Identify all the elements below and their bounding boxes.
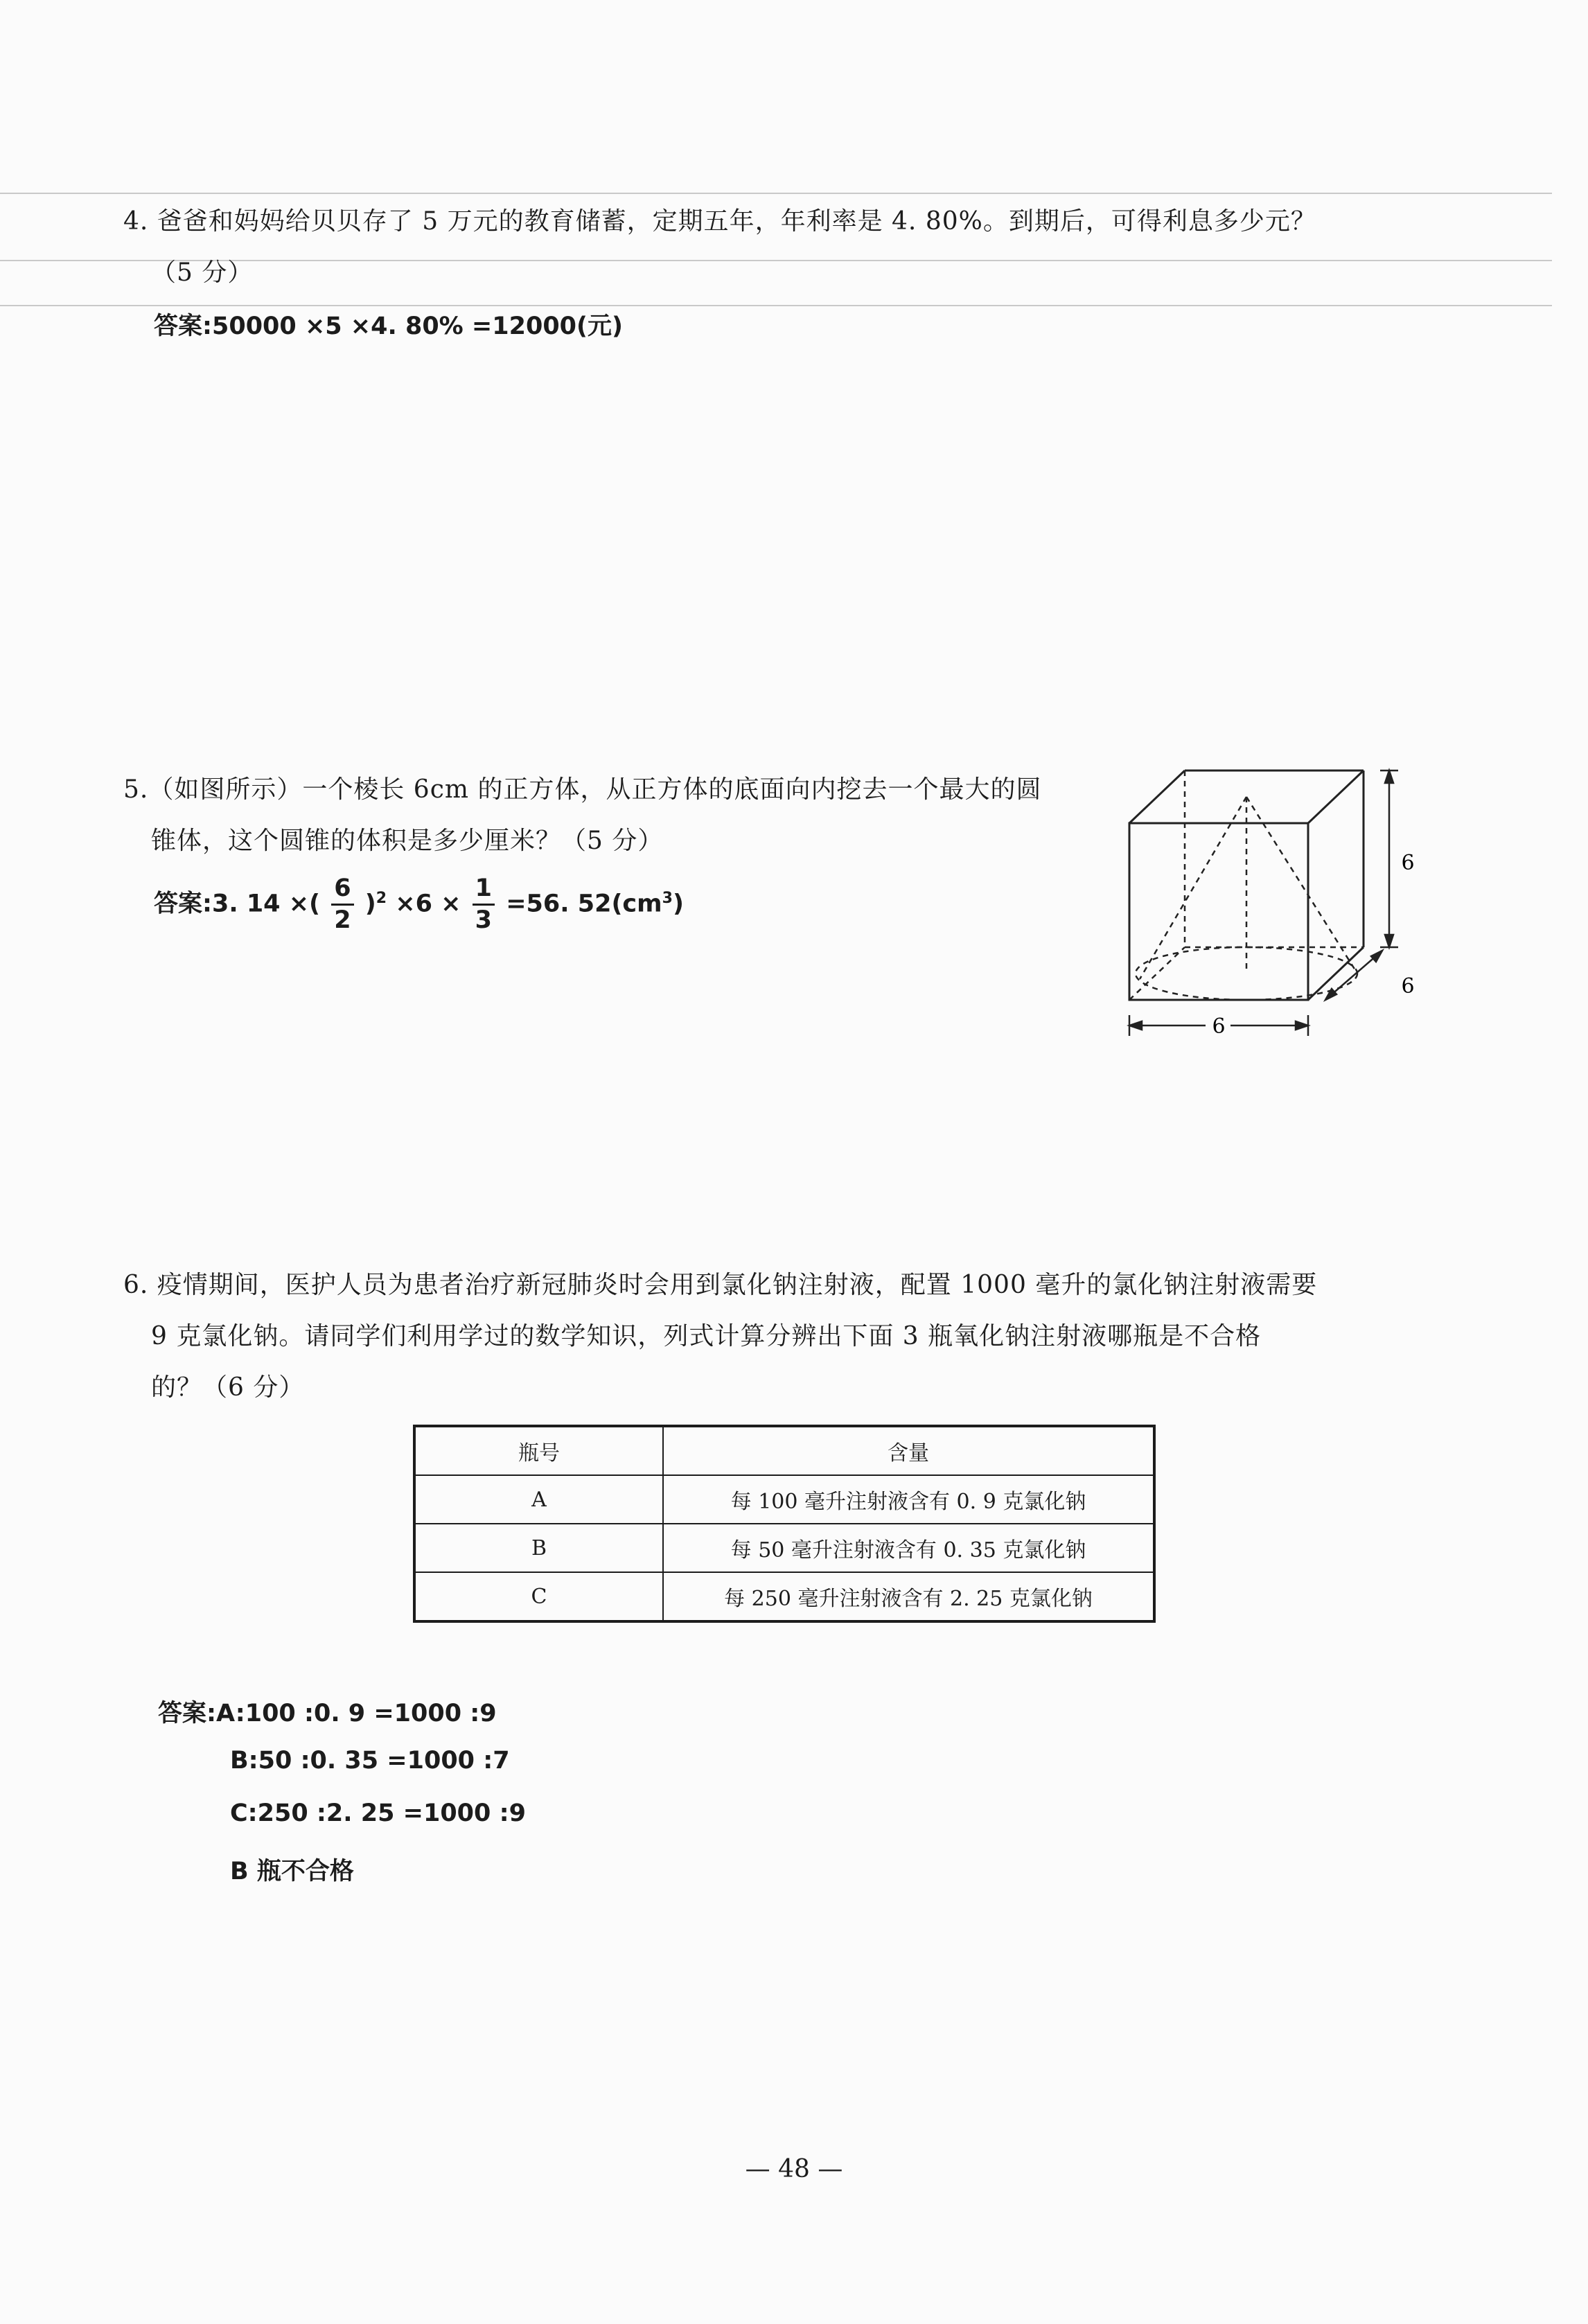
- answer-text: 答案:3. 14 ×(: [154, 890, 321, 918]
- fraction-denominator: 2: [334, 906, 351, 934]
- question-6-answer-line: B:50 :0. 35 =1000 :7: [230, 1747, 510, 1775]
- table-header-row: [414, 1426, 1154, 1475]
- answer-text: ×6 ×: [395, 890, 461, 918]
- table-row: [414, 1572, 1154, 1621]
- question-6-line3: 的？（6 分）: [151, 1373, 305, 1402]
- table-cell: 每 100 毫升注射液含有 0. 9 克氯化钠: [663, 1475, 1154, 1524]
- question-5-answer: [154, 874, 684, 934]
- fraction-numerator: 6: [331, 877, 353, 906]
- question-5: [123, 764, 1135, 867]
- table-header: 含量: [663, 1426, 1154, 1475]
- table-cell: B: [414, 1524, 663, 1572]
- table-cell: 每 50 毫升注射液含有 0. 35 克氯化钠: [663, 1524, 1154, 1572]
- table-row: [414, 1524, 1154, 1572]
- fraction-6-over-2: [331, 874, 353, 934]
- question-4-line2: （5 分）: [151, 258, 254, 287]
- table-cell: A: [414, 1475, 663, 1524]
- question-5-line1: 5.（如图所示）一个棱长 6cm 的正方体，从正方体的底面向内挖去一个最大的圆: [123, 775, 1042, 804]
- table-cell: C: [414, 1572, 663, 1621]
- answer-text: ): [364, 890, 376, 918]
- question-6-line2: 9 克氯化钠。请同学们利用学过的数学知识，列式计算分辨出下面 3 瓶氧化钠注射液哪瓶是不合格: [151, 1322, 1262, 1350]
- exponent-2: 2: [376, 889, 387, 907]
- table-row: [414, 1475, 1154, 1524]
- solution-table: [413, 1425, 1156, 1623]
- cube-front-face: [1129, 823, 1308, 1000]
- question-6-answer-line: B 瓶不合格: [230, 1858, 354, 1885]
- table-header: 瓶号: [414, 1426, 663, 1475]
- question-6-line1: 6. 疫情期间，医护人员为患者治疗新冠肺炎时会用到氯化钠注射液，配置 1000 毫升的氯化钠注射液需要: [123, 1271, 1318, 1299]
- page-number: — 48 —: [745, 2155, 843, 2183]
- cube-cone-figure: [1109, 759, 1427, 1057]
- width-label: 6: [1212, 1014, 1226, 1039]
- height-label: 6: [1401, 851, 1415, 875]
- fraction-1-over-3: [473, 874, 495, 934]
- question-6-answer-line: C:250 :2. 25 =1000 :9: [230, 1799, 526, 1827]
- fraction-denominator: 3: [475, 906, 493, 934]
- question-5-line2: 锥体，这个圆锥的体积是多少厘米？（5 分）: [151, 827, 664, 855]
- question-6-answer-line: 答案:A:100 :0. 9 =1000 :9: [158, 1700, 497, 1727]
- answer-text: =56. 52(cm: [506, 890, 662, 918]
- question-4: [123, 196, 1440, 299]
- cube-edge: [1308, 771, 1364, 823]
- table-cell: 每 250 毫升注射液含有 2. 25 克氯化钠: [663, 1572, 1154, 1621]
- question-4-line1: 4. 爸爸和妈妈给贝贝存了 5 万元的教育储蓄，定期五年，年利率是 4. 80%。到期后，可得利息多少元？: [123, 207, 1316, 236]
- scan-line: [0, 193, 1552, 194]
- fraction-numerator: 1: [473, 877, 495, 906]
- scan-line: [0, 305, 1552, 306]
- question-6: [123, 1260, 1440, 1414]
- answer-text: ): [672, 890, 684, 918]
- cube-hidden-edge: [1129, 947, 1185, 1000]
- cube-edge: [1129, 771, 1185, 823]
- question-4-answer: 答案:50000 ×5 ×4. 80% =12000(元): [154, 312, 624, 340]
- exponent-3: 3: [662, 889, 673, 907]
- depth-label: 6: [1401, 974, 1415, 998]
